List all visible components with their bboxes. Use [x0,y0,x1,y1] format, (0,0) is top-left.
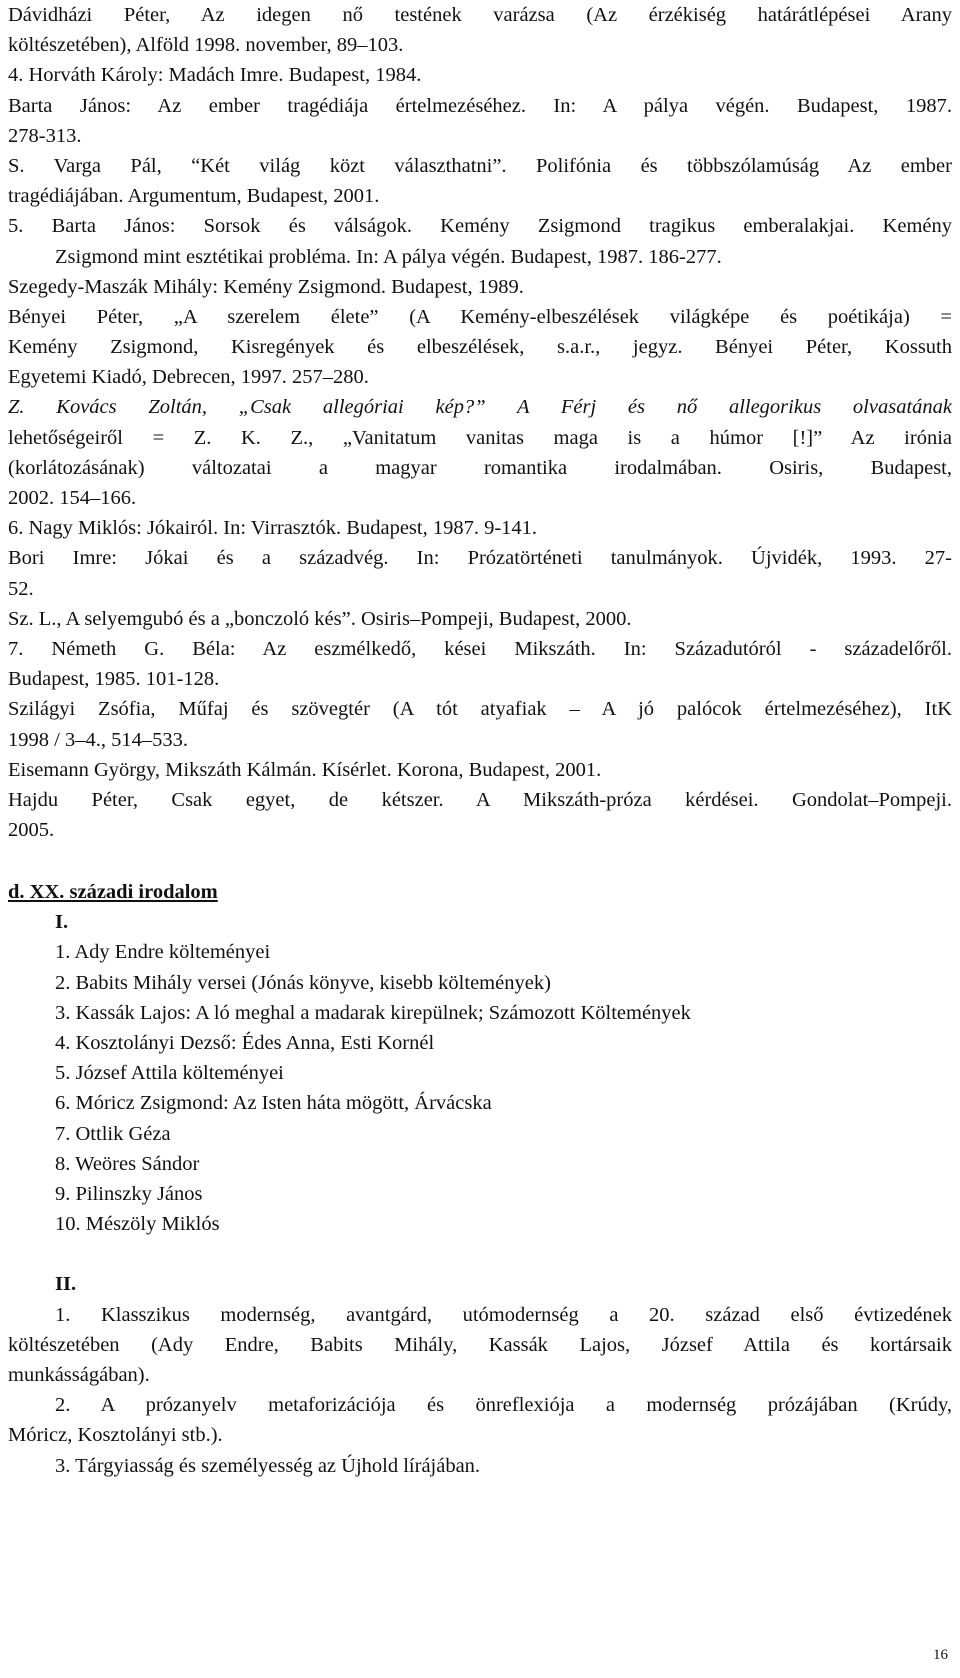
paragraph-line: 3. Tárgyiasság és személyesség az Újhold lírájában. [55,1454,481,1477]
bib-line: 7. Németh G. Béla: Az eszmélkedő, kései Mikszáth. In: Századutóról - századelőről. [8,637,952,660]
bib-line: Dávidházi Péter, Az idegen nő testének varázsa (Az érzékiség határátlépései Arany [8,4,952,26]
bib-line: 52. [8,577,34,600]
paragraph-line: költészetében (Ady Endre, Babits Mihály, Kassák Lajos, József Attila és kortársaik [8,1333,952,1356]
bib-line: 4. Horváth Károly: Madách Imre. Budapest, 1984. [8,64,422,87]
bib-line: Szegedy-Maszák Mihály: Kemény Zsigmond. Budapest, 1989. [8,275,524,298]
paragraph-line: 2. A prózanyelv metaforizációja és önreflexiója a modernség prózájában (Krúdy, [55,1394,952,1417]
bib-line: Budapest, 1985. 101-128. [8,668,220,691]
list-item: 4. Kosztolányi Dezső: Édes Anna, Esti Kornél [55,1031,435,1054]
bib-line: Zsigmond mint esztétikai probléma. In: A pálya végén. Budapest, 1987. 186-277. [55,245,722,268]
list-item: 9. Pilinszky János [55,1182,203,1205]
bib-line: Bori Imre: Jókai és a századvég. In: Prózatörténeti tanulmányok. Újvidék, 1993. 27- [8,547,952,570]
bib-line: Bényei Péter, „A szerelem élete” (A Kemény-elbeszélések világképe és poétikája) = [8,305,952,328]
list-item: 7. Ottlik Géza [55,1122,171,1145]
part-label: II. [55,1273,77,1296]
bibliography-block [8,0,952,845]
bib-line: 2002. 154–166. [8,487,137,509]
bib-line: Barta János: Az ember tragédiája értelmezéséhez. In: A pálya végén. Budapest, 1987. [8,94,952,117]
bib-line: tragédiájában. Argumentum, Budapest, 2001. [8,185,380,208]
page-number: 16 [933,1647,948,1663]
list-item: 5. József Attila költeményei [55,1062,284,1085]
bib-line: Egyetemi Kiadó, Debrecen, 1997. 257–280. [8,366,369,389]
part-label: I. [55,911,69,934]
paragraph-line: munkásságában). [8,1364,150,1386]
bib-line: Sz. L., A selyemgubó és a „bonczoló kés”. Osiris–Pompeji, Budapest, 2000. [8,607,632,630]
list-item: 2. Babits Mihály versei (Jónás könyve, kisebb költemények) [55,971,551,994]
bib-line: Kemény Zsigmond, Kisregények és elbeszélések, s.a.r., jegyz. Bényei Péter, Kossuth [8,336,952,359]
bib-line: 6. Nagy Miklós: Jókairól. In: Virrasztók. Budapest, 1987. 9-141. [8,517,538,540]
paragraph-line: Móricz, Kosztolányi stb.). [8,1424,223,1447]
bib-line: Hajdu Péter, Csak egyet, de kétszer. A Mikszáth-próza kérdései. Gondolat–Pompeji. [8,788,952,811]
bib-line: költészetében), Alföld 1998. november, 89–103. [8,34,404,57]
bib-line: Eisemann György, Mikszáth Kálmán. Kísérlet. Korona, Budapest, 2001. [8,758,602,781]
bib-line: S. Varga Pál, “Két világ közt választhatni”. Polifónia és többszólamúság Az ember [8,154,952,177]
bib-line: 5. Barta János: Sorsok és válságok. Kemény Zsigmond tragikus emberalakjai. Kemény [8,215,952,238]
section-heading: d. XX. századi irodalom [8,881,218,903]
section-xx-century [8,877,952,1481]
list-item: 8. Weöres Sándor [55,1152,200,1175]
paragraph-line: 1. Klasszikus modernség, avantgárd, utómodernség a 20. század első évtizedének [55,1303,952,1326]
bib-line: 2005. [8,819,55,842]
bib-line: lehetőségeiről = Z. K. Z., „Vanitatum vanitas maga is a húmor [!]” Az irónia [8,426,952,449]
list-item: 3. Kassák Lajos: A ló meghal a madarak kirepülnek; Számozott Költemények [55,1001,691,1024]
bib-line: (korlátozásának) változatai a magyar romantika irodalmában. Osiris, Budapest, [8,456,952,479]
list-item: 1. Ady Endre költeményei [55,941,271,964]
bib-line: Szilágyi Zsófia, Műfaj és szövegtér (A tót atyafiak – A jó palócok értelmezéséhez), ItK [8,698,952,721]
bib-line: Z. Kovács Zoltán, „Csak allegóriai kép?” A Férj és nő allegorikus olvasatának [8,396,952,419]
bib-line: 1998 / 3–4., 514–533. [8,728,188,751]
list-item: 6. Móricz Zsigmond: Az Isten háta mögött, Árvácska [55,1092,492,1115]
list-item: 10. Mészöly Miklós [55,1213,220,1236]
bib-line: 278-313. [8,124,82,147]
